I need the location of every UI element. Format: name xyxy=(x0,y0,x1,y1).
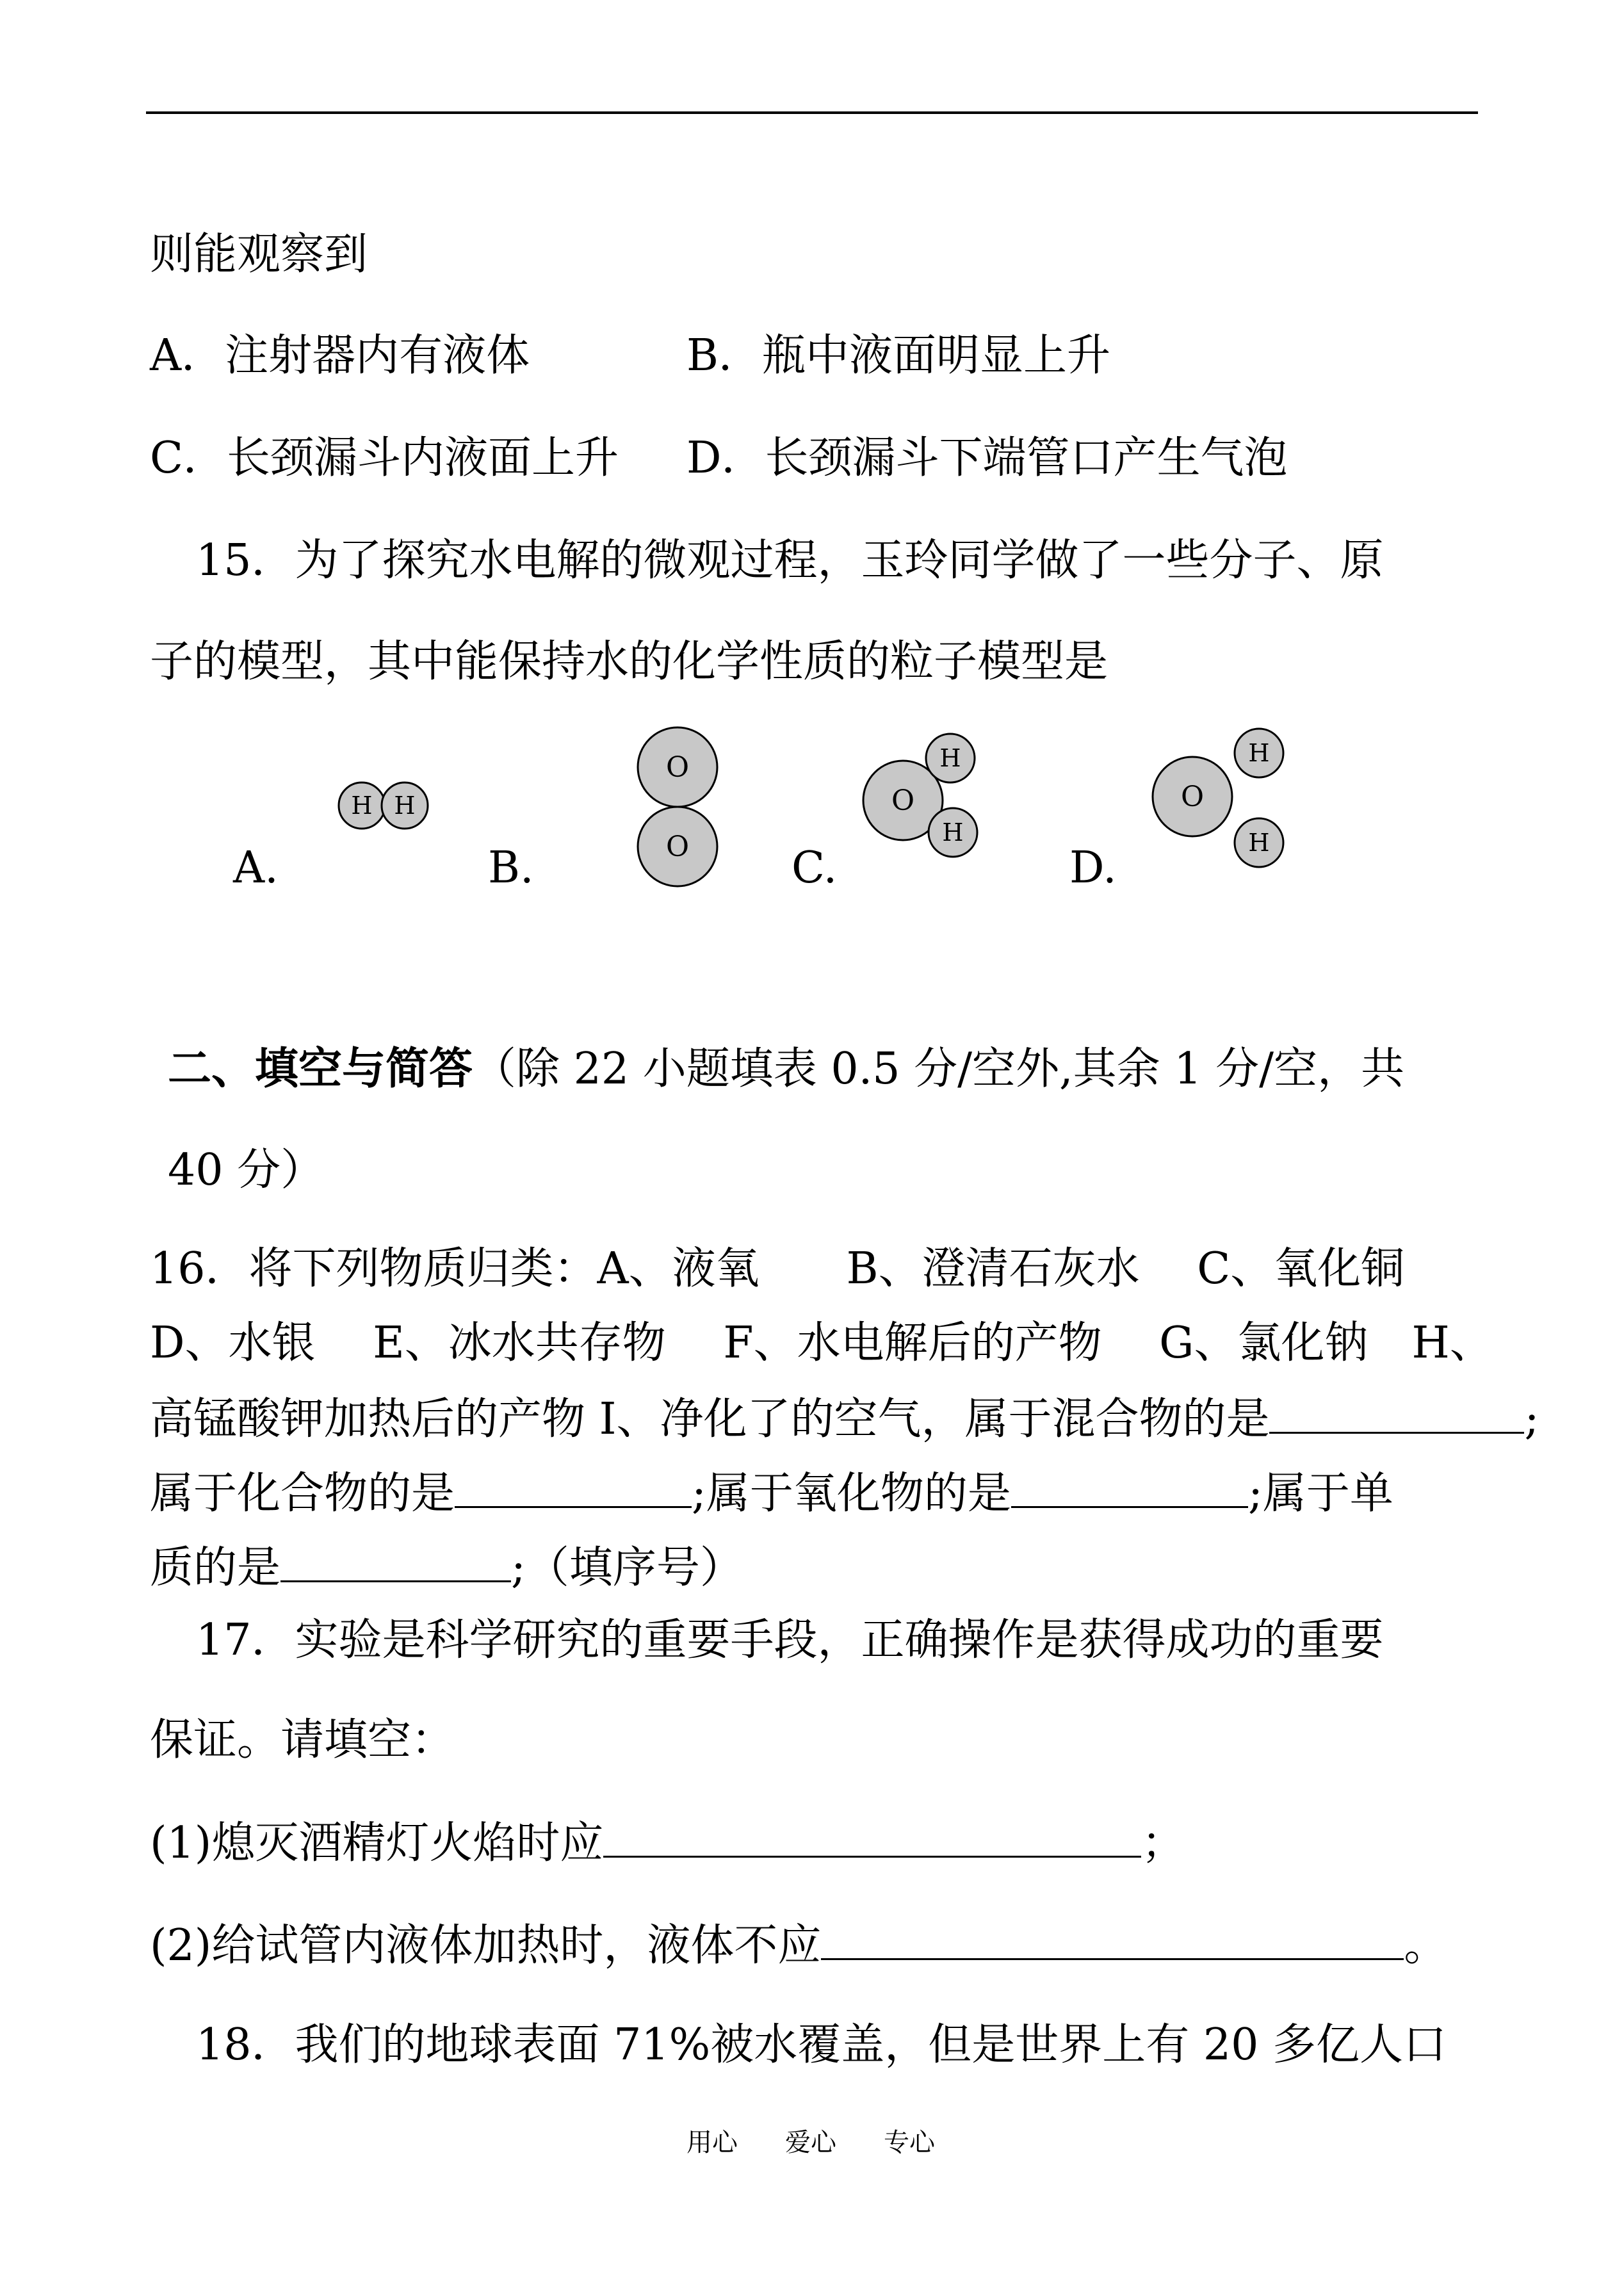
model-b-oxygen-molecule xyxy=(638,727,717,886)
q16-text: 质的是 xyxy=(150,1543,281,1593)
q16-text: 属于化合物的是 xyxy=(150,1468,455,1519)
section-note: （除 22 小题填表 0.5 分/空外,其余 1 分/空，共 xyxy=(473,1044,1405,1094)
model-c-water-molecule xyxy=(863,734,977,857)
option-letter: D． xyxy=(686,433,765,483)
q17-text: (1)熄灭酒精灯火焰时应 xyxy=(150,1818,604,1869)
q16-text: ;属于氧化物的是 xyxy=(692,1468,1011,1519)
q16-text: ;（填序号） xyxy=(511,1543,743,1593)
atom-symbol: O xyxy=(665,831,690,863)
atom-symbol: H xyxy=(351,791,373,820)
q18-line1: 18．我们的地球表面 71%被水覆盖，但是世界上有 20 多亿人口 xyxy=(196,2020,1447,2070)
q15-line2: 子的模型，其中能保持水的化学性质的粒子模型是 xyxy=(150,637,1108,687)
q16-line1: 16．将下列物质归类：A、液氧 B、澄清石灰水 C、氧化铜 xyxy=(150,1244,1405,1294)
q16-text: ;属于单 xyxy=(1247,1468,1393,1519)
option-text: 注射器内有液体 xyxy=(225,330,530,381)
q16-line5 xyxy=(150,1541,743,1594)
q16-line2: D、水银 E、冰水共存物 F、水电解后的产物 G、氯化钠 H、 xyxy=(150,1318,1493,1368)
footer-word: 爱心 xyxy=(785,2128,836,2157)
atom-symbol: O xyxy=(665,751,690,784)
q17-item2 xyxy=(150,1918,1447,1972)
option-text: 长颈漏斗内液面上升 xyxy=(227,433,619,483)
atom-symbol: O xyxy=(891,784,915,817)
atom-symbol: O xyxy=(1180,781,1205,813)
q17-text: (2)给试管内液体加热时，液体不应 xyxy=(150,1920,822,1971)
option-letter: B． xyxy=(686,330,762,381)
model-d-separate-atoms xyxy=(1153,729,1283,867)
q16-line3 xyxy=(150,1392,1539,1445)
q15-label-a: A. xyxy=(233,843,279,893)
q15-line1: 15．为了探究水电解的微观过程，玉玲同学做了一些分子、原 xyxy=(196,535,1384,586)
option-text: 长颈漏斗下端管口产生气泡 xyxy=(765,433,1288,483)
q15-label-b: B. xyxy=(488,843,534,893)
q14-tail: 则能观察到 xyxy=(150,229,368,280)
q17-line2: 保证。请填空： xyxy=(150,1715,455,1765)
section-2-note-cont: 40 分） xyxy=(168,1145,325,1196)
section-2-heading xyxy=(168,1044,1404,1095)
q15-label-c: C. xyxy=(792,843,838,893)
answer-blank-heating[interactable] xyxy=(821,1918,1404,1960)
option-letter: A． xyxy=(150,330,225,381)
q15-label-d: D. xyxy=(1069,843,1117,893)
q17-punct: ； xyxy=(1141,1818,1185,1869)
atom-symbol: H xyxy=(1248,739,1270,767)
section-title: 二、填空与简答 xyxy=(168,1044,473,1094)
answer-blank-mixtures[interactable] xyxy=(1269,1392,1524,1434)
answer-blank-extinguish[interactable] xyxy=(603,1816,1141,1858)
option-letter: C． xyxy=(150,433,227,483)
atom-symbol: H xyxy=(942,818,964,847)
answer-blank-elements[interactable] xyxy=(280,1541,511,1582)
q17-item1 xyxy=(150,1816,1185,1869)
q17-line1: 17．实验是科学研究的重要手段，正确操作是获得成功的重要 xyxy=(196,1615,1384,1666)
q16-text: 高锰酸钾加热后的产物 I、净化了的空气，属于混合物的是 xyxy=(150,1394,1270,1445)
atom-symbol: H xyxy=(1248,829,1270,857)
molecule-models xyxy=(0,0,1624,961)
answer-blank-compounds[interactable] xyxy=(455,1466,692,1508)
answer-blank-oxides[interactable] xyxy=(1011,1466,1248,1508)
model-a-hydrogen-molecule xyxy=(339,783,428,829)
atom-symbol: H xyxy=(939,744,961,772)
footer-word: 用心 xyxy=(686,2128,738,2157)
q17-punct: 。 xyxy=(1404,1920,1448,1971)
q16-line4 xyxy=(150,1466,1393,1520)
option-text: 瓶中液面明显上升 xyxy=(761,330,1110,381)
atom-symbol: H xyxy=(394,791,416,820)
q16-punct: ; xyxy=(1524,1394,1539,1445)
footer-word: 专心 xyxy=(884,2128,935,2157)
